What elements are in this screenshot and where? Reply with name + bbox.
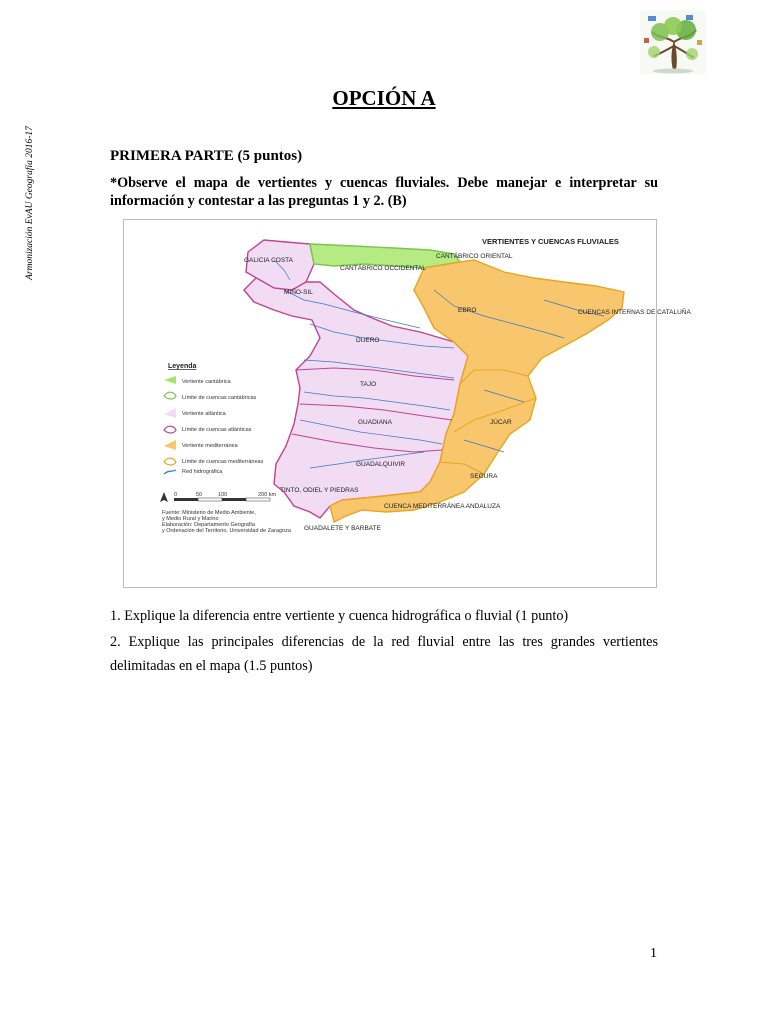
basin-label: TAJO <box>360 381 377 388</box>
instructions-text: *Observe el mapa de vertientes y cuencas fluviales. Debe manejar e interpretar su información y contestar a las preguntas 1 y 2. (B) <box>110 175 658 209</box>
legend-title: Leyenda <box>168 363 197 370</box>
basin-label: CUENCA MEDITERRÁNEA ANDALUZA <box>384 503 501 510</box>
basin-label: MIÑO-SIL <box>284 289 313 296</box>
page-title: OPCIÓN A <box>332 86 436 110</box>
basin-label: EBRO <box>458 307 477 314</box>
north-arrow-icon <box>160 492 168 502</box>
svg-text:50: 50 <box>196 492 203 498</box>
source-line: y Ordenación del Territorio, Universidad de Zaragoza <box>162 528 291 534</box>
basin-label: GALICIA COSTA <box>244 257 294 264</box>
legend-item <box>164 392 257 401</box>
basin-label: CANTÁBRICO ORIENTAL <box>436 253 513 260</box>
legend-item <box>164 376 232 385</box>
svg-text:Red hidrográfica: Red hidrográfica <box>182 469 223 475</box>
basin-label: CANTÁBRICO OCCIDENTAL <box>340 265 426 272</box>
legend-item <box>164 458 264 465</box>
source-line: Fuente: Ministerio de Medio Ambiente, <box>162 510 256 516</box>
basin-label: JÚCAR <box>490 419 512 426</box>
basin-label: SEGURA <box>470 473 498 480</box>
svg-text:Vertiente mediterránea: Vertiente mediterránea <box>182 443 238 449</box>
svg-text:100: 100 <box>218 492 228 498</box>
part-heading: PRIMERA PARTE (5 puntos) <box>110 148 303 164</box>
svg-text:200 km: 200 km <box>258 492 277 498</box>
question-2: 2. Explique las principales diferencias de la red fluvial entre las tres grandes vertientes delimitadas en el mapa (1.5 puntos) <box>110 634 658 674</box>
page-number: 1 <box>650 946 657 961</box>
svg-text:Vertiente cantábrica: Vertiente cantábrica <box>182 379 231 385</box>
source-line: y Medio Rural y Marino <box>162 516 219 522</box>
svg-text:Límite de cuencas mediterránea: Límite de cuencas mediterráneas <box>182 459 264 465</box>
map-title: VERTIENTES Y CUENCAS FLUVIALES <box>482 237 619 246</box>
basins-map <box>123 219 691 588</box>
basin-label: GUADALETE Y BARBATE <box>304 525 381 532</box>
basin-label: GUADALQUIVIR <box>356 461 406 468</box>
legend-item <box>164 426 252 433</box>
scale-bar <box>174 492 276 501</box>
legend-item <box>164 469 223 475</box>
svg-text:0: 0 <box>174 492 178 498</box>
question-1: 1. Explique la diferencia entre vertiente y cuenca hidrográfica o fluvial (1 punto) <box>110 608 569 624</box>
legend-item <box>164 408 227 418</box>
basin-label: GUADIANA <box>358 419 392 426</box>
basin-label: DUERO <box>356 337 380 344</box>
legend-item <box>164 440 239 450</box>
side-margin-note: Armonización EvAU Geografía 2016-17 <box>25 126 35 280</box>
svg-text:Límite de cuencas cantábricas: Límite de cuencas cantábricas <box>182 395 257 401</box>
svg-text:Vertiente atlántica: Vertiente atlántica <box>182 411 226 417</box>
source-line: Elaboración: Departamento Geografía <box>162 522 255 528</box>
basin-label: TINTO, ODIEL Y PIEDRAS <box>280 487 359 494</box>
basin-label: CUENCAS INTERNAS DE CATALUÑA <box>578 309 691 316</box>
tree-logo-icon <box>640 10 706 74</box>
svg-text:Límite de cuencas atlánticas: Límite de cuencas atlánticas <box>182 427 252 433</box>
